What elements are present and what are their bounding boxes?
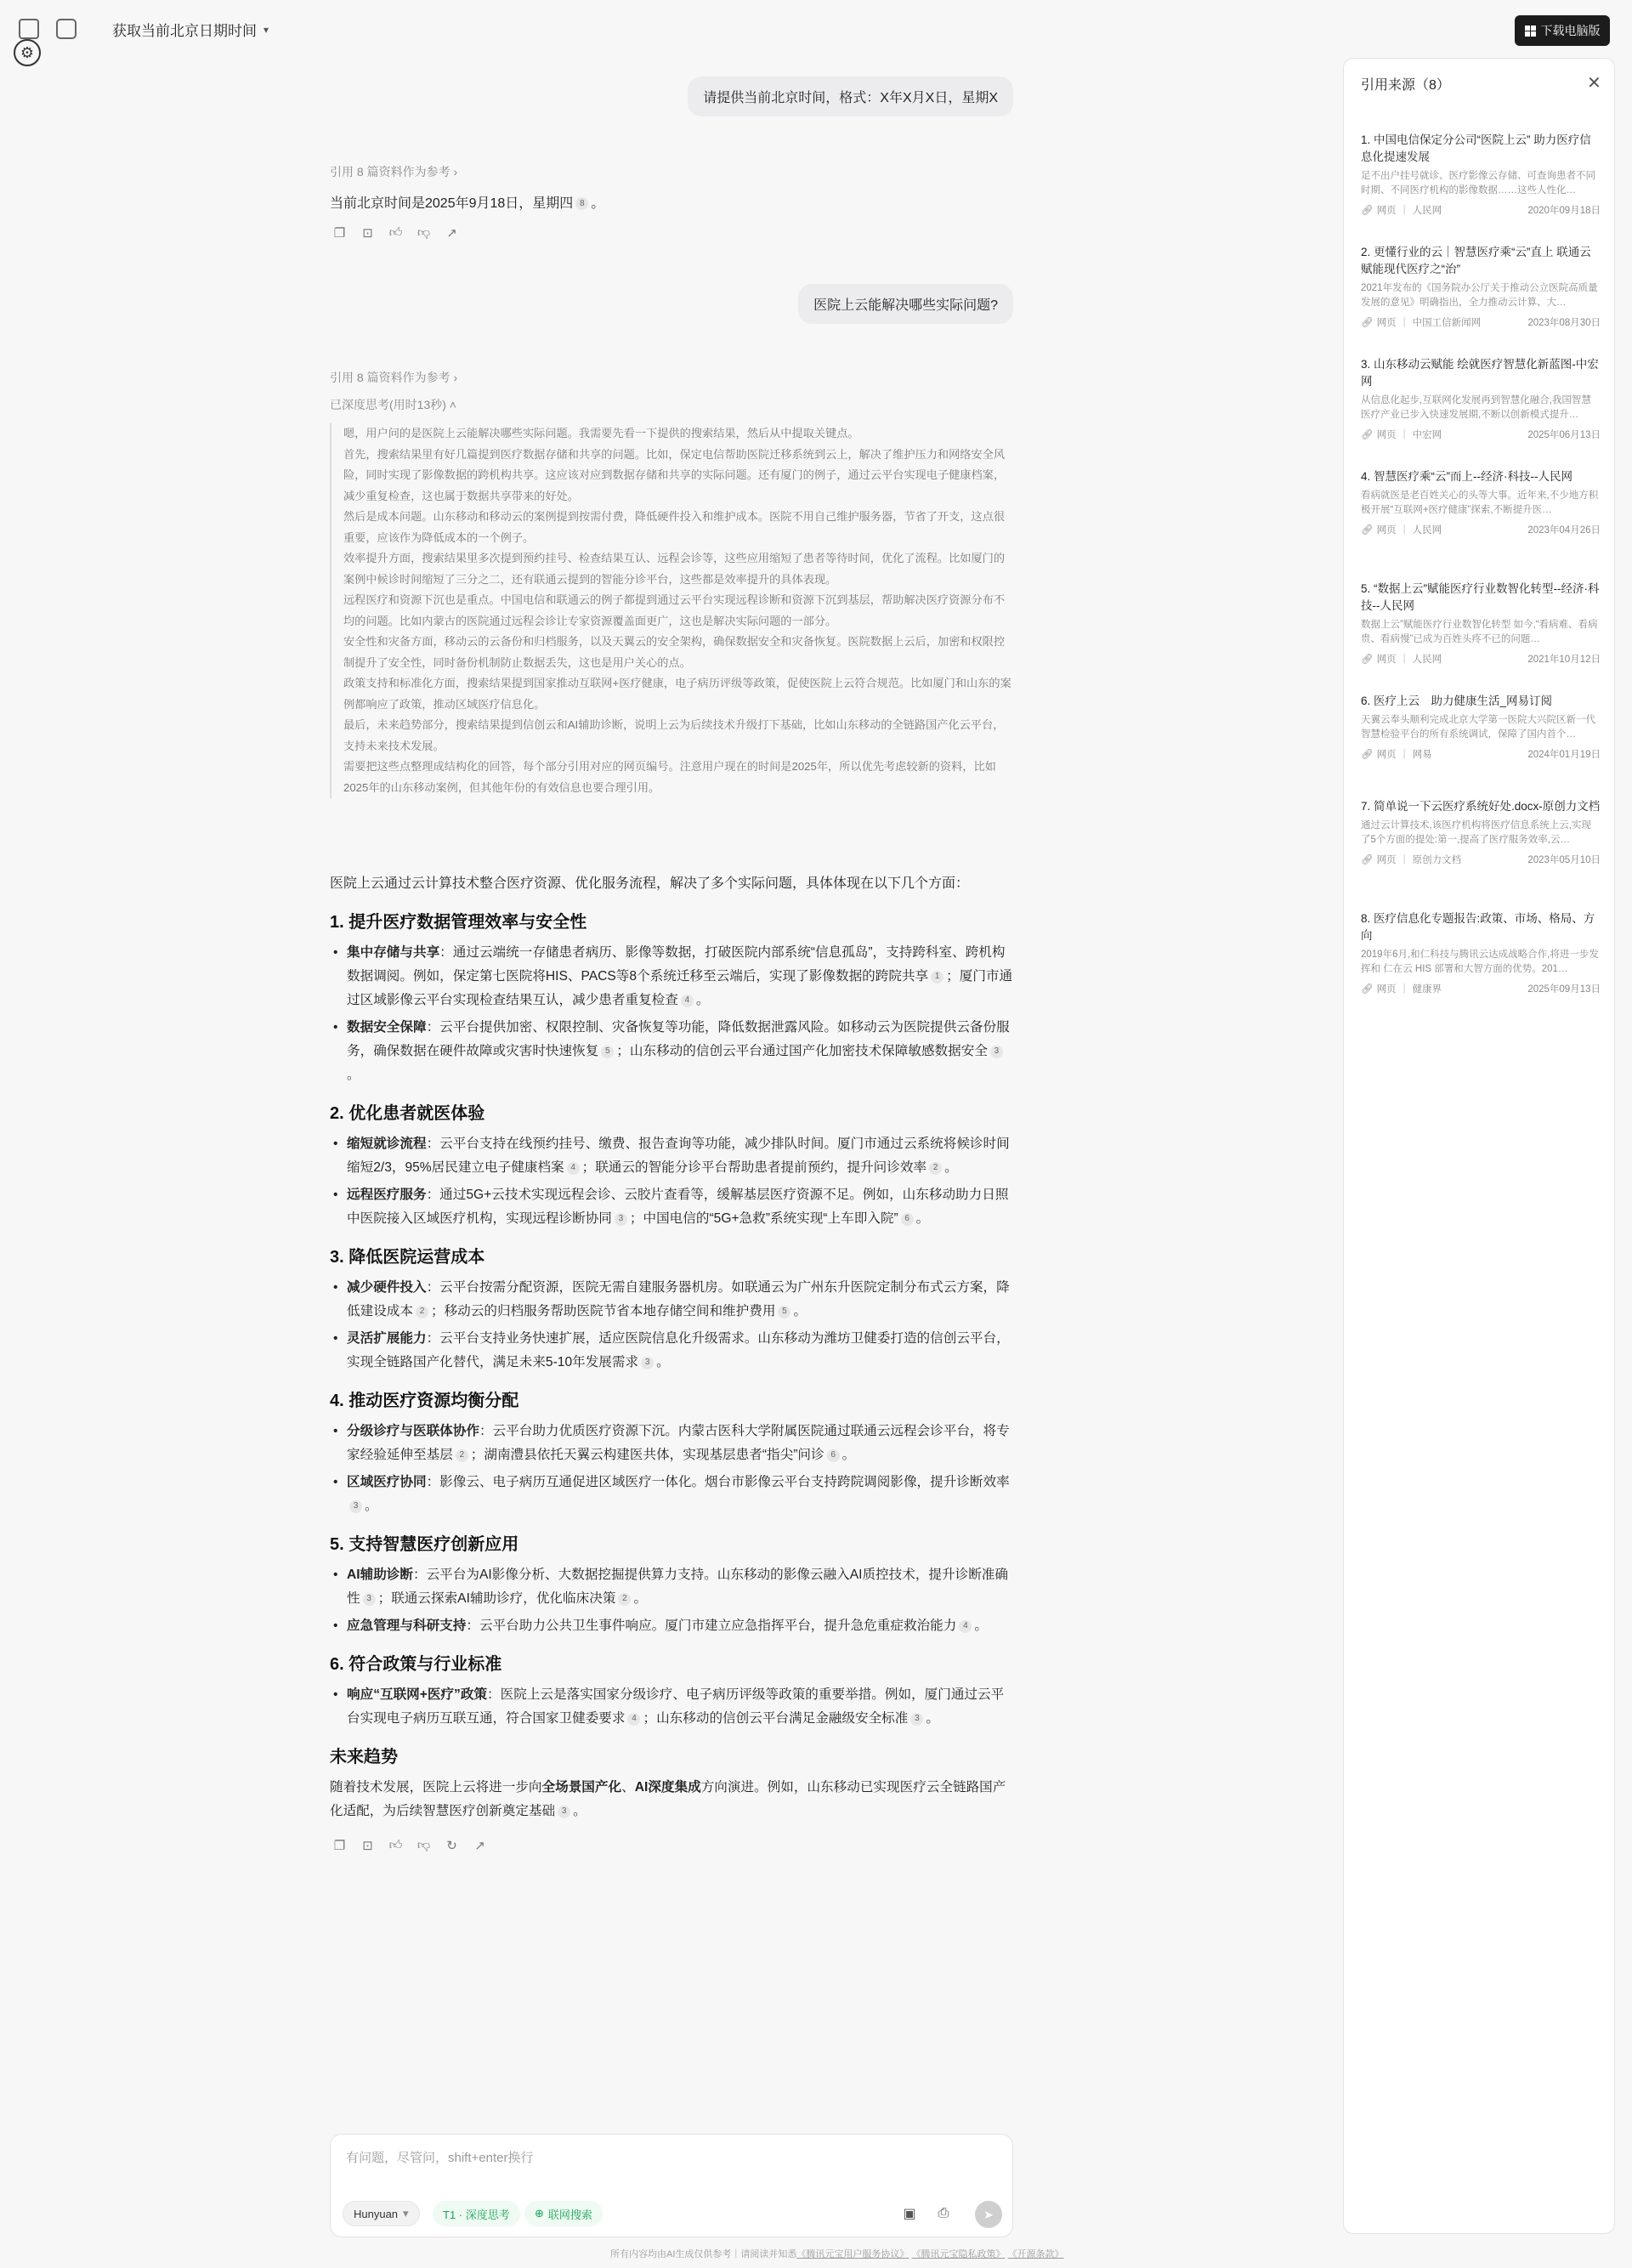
source-snippet: 看病就医是老百姓关心的头等大事。近年来,不少地方积极开展“互联网+医疗健康”探索,不断提升医… xyxy=(1361,490,1599,515)
share-icon[interactable]: ↗ xyxy=(446,225,457,241)
divider: | xyxy=(1402,854,1406,865)
download-desktop-label: 下载电脑版 xyxy=(1540,24,1601,37)
bullet-list xyxy=(330,1132,1013,1231)
citation-badge[interactable]: 3 xyxy=(990,1046,1003,1058)
source-type: 网页 xyxy=(1376,430,1397,440)
bullet-list xyxy=(330,1563,1013,1638)
references-toggle[interactable] xyxy=(330,163,457,180)
send-button[interactable]: ➤ xyxy=(975,2201,1002,2228)
citation-badge[interactable]: 5 xyxy=(778,1306,790,1318)
source-date: 2023年08月30日 xyxy=(1527,318,1601,328)
citation-badge[interactable]: 3 xyxy=(615,1213,627,1226)
source-snippet: 足不出户挂号就诊、医疗影像云存储、可查询患者不同时期、不同医疗机构的影像数据……这些人性化… xyxy=(1361,171,1595,196)
model-selector[interactable] xyxy=(343,2201,420,2226)
chevron-down-icon: ▾ xyxy=(264,23,269,36)
source-site: 网易 xyxy=(1412,750,1432,760)
source-type: 网页 xyxy=(1376,984,1397,995)
source-date: 2023年05月10日 xyxy=(1527,855,1601,865)
section-heading: 3. 降低医院运营成本 xyxy=(330,1248,485,1267)
thumbs-up-icon[interactable]: 👍︎ xyxy=(388,224,403,240)
image-upload-icon[interactable]: ▣ xyxy=(903,2207,916,2221)
gear-icon[interactable]: ⚙ xyxy=(14,39,41,66)
regenerate-icon[interactable]: ↻ xyxy=(446,1838,457,1853)
source-item[interactable] xyxy=(1361,693,1601,761)
references-label: 引用 8 篇资料作为参考 xyxy=(330,371,450,384)
sources-panel-title: 引用来源（8） xyxy=(1361,78,1450,93)
references-label: 引用 8 篇资料作为参考 xyxy=(330,165,450,179)
message-input[interactable]: 有问题，尽管问，shift+enter换行 xyxy=(346,2151,534,2165)
bookmark-icon[interactable]: ⊡ xyxy=(362,1838,373,1853)
source-item[interactable] xyxy=(1361,132,1601,217)
copy-icon[interactable]: ❐ xyxy=(333,225,346,241)
source-date: 2024年01月19日 xyxy=(1527,750,1601,760)
bullet-item: • 减少硬件投入：云平台按需分配资源，医院无需自建服务器机房。如联通云为广州东升医院定制分布式云方案，降低建设成本 2 ；移动云的归档服务帮助医院节省本地存储空间和维护费用 5 。 xyxy=(330,1276,1013,1324)
citation-badge[interactable]: 2 xyxy=(929,1162,942,1175)
source-meta xyxy=(1361,315,1601,329)
thinking-paragraph: 需要把这些点整理成结构化的回答，每个部分引用对应的网页编号。注意用户现在的时间是2025年，所以优先考虑较新的资料，比如2025年的山东移动案例，但其他年份的有效信息也要合理引用。 xyxy=(343,760,996,794)
divider: | xyxy=(1402,429,1406,439)
new-chat-icon[interactable] xyxy=(56,19,76,39)
bullet-list xyxy=(330,941,1013,1087)
bookmark-icon[interactable]: ⊡ xyxy=(362,225,373,241)
answer-section xyxy=(330,908,1013,1087)
section-heading: 5. 支持智慧医疗创新应用 xyxy=(330,1535,519,1554)
thinking-paragraph: 效率提升方面，搜索结果里多次提到预约挂号、检查结果互认、远程会诊等，这些应用缩短了患者等待时间，优化了流程。比如厦门的案例中候诊时间缩短了三分之二，还有联通云提到的智能分诊平台，这些都是效率提升的具体表现。 xyxy=(343,552,1006,586)
source-snippet: 2021年发布的《国务院办公厅关于推动公立医院高质量发展的意见》明确指出，全力推动云计算、大… xyxy=(1361,283,1598,308)
thinking-paragraph: 最后，未来趋势部分，搜索结果提到信创云和AI辅助诊断，说明上云为后续技术升级打下基础，比如山东移动的全链路国产化云平台，支持未来技术发展。 xyxy=(343,718,1005,752)
citation-badge[interactable]: 4 xyxy=(681,995,694,1007)
bullet-list xyxy=(330,1420,1013,1518)
thinking-paragraph: 远程医疗和资源下沉也是重点。中国电信和联通云的例子都提到通过云平台实现远程诊断和资源下沉到基层，帮助解决医疗资源分布不均的问题。比如内蒙古的医院通过远程会诊让专家资源覆盖面更广，这也是解决实际问题的一部分。 xyxy=(343,593,1006,627)
answer-section xyxy=(330,1386,1013,1518)
thinking-paragraph: 然后是成本问题。山东移动和移动云的案例提到按需付费，降低硬件投入和维护成本。医院不用自己维护服务器，节省了开支，这点很重要，应该作为降低成本的一个例子。 xyxy=(343,510,1006,544)
source-meta xyxy=(1361,652,1601,666)
web-search-label: 联网搜索 xyxy=(547,2208,592,2221)
source-item[interactable] xyxy=(1361,356,1601,441)
copy-icon[interactable]: ❐ xyxy=(333,1838,346,1853)
citation-badge[interactable]: 8 xyxy=(575,197,588,210)
source-item[interactable] xyxy=(1361,798,1601,866)
user-message xyxy=(688,77,1013,116)
citation-badge[interactable]: 5 xyxy=(601,1046,614,1058)
sources-panel xyxy=(1343,58,1615,2234)
globe-icon: ⊕ xyxy=(535,2207,544,2220)
citation-badge[interactable]: 3 xyxy=(641,1357,654,1369)
source-meta xyxy=(1361,523,1601,536)
source-title[interactable]: 4. 智慧医疗乘“云”而上--经济·科技--人民网 xyxy=(1361,470,1572,483)
citation-badge[interactable]: 1 xyxy=(931,971,944,984)
privacy-link[interactable]: 《腾讯元宝隐私政策》 xyxy=(911,2249,1006,2259)
thinking-paragraph: 嗯，用户问的是医院上云能解决哪些实际问题。我需要先看一下提供的搜索结果，然后从中提取关键点。 xyxy=(343,427,859,439)
answer-section xyxy=(330,1243,1013,1375)
close-icon[interactable]: ✕ xyxy=(1587,74,1601,93)
source-snippet: 天翼云奉头顺利完成北京大学第一医院大兴院区新一代智慧检验平台的所有系统调试，保障了国内首个… xyxy=(1361,715,1595,740)
chevron-up-icon: ˄ xyxy=(449,398,456,411)
thinking-content xyxy=(330,423,1013,798)
bullet-item: • 灵活扩展能力：云平台支持业务快速扩展，适应医院信息化升级需求。山东移动为潍坊卫健委打造的信创云平台，实现全链路国产化替代，满足未来5-10年发展需求 3 。 xyxy=(330,1327,1013,1375)
user-message xyxy=(798,284,1013,324)
chevron-right-icon: › xyxy=(453,165,458,179)
citation-badge[interactable]: 6 xyxy=(901,1213,914,1226)
answer-section xyxy=(330,1099,1013,1231)
user-message-text: 医院上云能解决哪些实际问题? xyxy=(813,298,998,313)
section-heading: 4. 推动医疗资源均衡分配 xyxy=(330,1392,519,1410)
citation-badge[interactable]: 2 xyxy=(456,1449,468,1462)
link-icon: 🔗︎ xyxy=(1361,206,1374,216)
link-icon: 🔗︎ xyxy=(1361,525,1374,536)
thumbs-down-icon[interactable]: 👎︎ xyxy=(416,224,431,240)
user-message-text: 请提供当前北京时间，格式：X年X月X日，星期X xyxy=(703,91,998,105)
section-heading: 1. 提升医疗数据管理效率与安全性 xyxy=(330,913,587,932)
source-date: 2020年09月18日 xyxy=(1527,206,1601,216)
answer-sections xyxy=(330,908,1013,1731)
model-selector-label: Hunyuan xyxy=(354,2207,399,2220)
source-site: 原创力文档 xyxy=(1412,855,1462,865)
thinking-paragraph: 首先，搜索结果里有好几篇提到医疗数据存储和共享的问题。比如，保定电信帮助医院迁移系统到云上，解决了维护压力和网络安全风险，同时实现了影像数据的跨机构共享。这应该对应到数据存储和共享的实际问题。还有厦门的例子，通过云平台实现电子健康档案，减少重复检查，这也属于数据共享带来的好处。 xyxy=(343,447,1006,502)
source-type: 网页 xyxy=(1376,525,1397,536)
chevron-down-icon: ▾ xyxy=(403,2207,409,2220)
source-type: 网页 xyxy=(1376,750,1397,760)
link-icon: 🔗︎ xyxy=(1361,855,1374,865)
source-site: 人民网 xyxy=(1412,525,1442,536)
source-meta xyxy=(1361,428,1601,441)
conversation-title[interactable] xyxy=(112,19,269,40)
top-bar xyxy=(0,0,1632,60)
assistant-answer xyxy=(330,872,1013,1853)
thinking-label: 已深度思考(用时13秒) xyxy=(330,398,446,411)
citation-badge[interactable]: 3 xyxy=(363,1593,376,1606)
source-date: 2021年10月12日 xyxy=(1527,655,1601,665)
thumbs-up-icon[interactable]: 👍︎ xyxy=(388,1837,403,1852)
web-search-toggle[interactable] xyxy=(524,2201,603,2226)
future-trend-section xyxy=(330,1743,1013,1823)
source-title[interactable]: 5. “数据上云”赋能医疗行业数智化转型--经济·科技--人民网 xyxy=(1361,582,1600,612)
deep-think-label: T1 · 深度思考 xyxy=(443,2208,510,2221)
bullet-item: • 应急管理与科研支持：云平台助力公共卫生事件响应。厦门市建立应急指挥平台，提升急危重症救治能力 4 。 xyxy=(330,1614,1013,1638)
source-site: 中国工信新闻网 xyxy=(1412,318,1482,328)
chevron-right-icon: › xyxy=(453,371,458,384)
answer-section xyxy=(330,1530,1013,1638)
file-upload-icon[interactable]: ⎙ xyxy=(938,2206,949,2220)
deep-think-toggle[interactable] xyxy=(433,2201,520,2226)
bullet-item: • 集中存储与共享：通过云端统一存储患者病历、影像等数据，打破医院内部系统“信息孤岛”，支持跨科室、跨机构数据调阅。例如，保定第七医院将HIS、PACS等8个系统迁移至云端后，实现了影像数据的跨院共享 1 ；厦门市通过区域影像云平台实现检查结果互认，减少患者重复检查 4 。 xyxy=(330,941,1013,1012)
citation-badge[interactable]: 4 xyxy=(959,1620,972,1633)
citation-badge[interactable]: 3 xyxy=(910,1713,923,1726)
source-date: 2025年09月13日 xyxy=(1527,984,1601,995)
source-title[interactable]: 7. 简单说一下云医疗系统好处.docx-原创力文档 xyxy=(1361,800,1601,813)
citation-badge[interactable]: 3 xyxy=(558,1806,570,1818)
thumbs-down-icon[interactable]: 👎︎ xyxy=(416,1837,431,1852)
source-site: 人民网 xyxy=(1412,655,1442,665)
thinking-paragraph: 政策支持和标准化方面，搜索结果提到国家推动互联网+医疗健康，电子病历评级等政策，促使医院上云符合规范。比如厦门和山东的案例都响应了政策，推动区域医疗信息化。 xyxy=(343,677,1012,711)
terms-link[interactable]: 《腾讯元宝用户服务协议》 xyxy=(796,2249,910,2259)
link-icon: 🔗︎ xyxy=(1361,750,1374,760)
source-meta xyxy=(1361,203,1601,217)
citation-badge[interactable]: 2 xyxy=(618,1593,631,1606)
link-icon: 🔗︎ xyxy=(1361,655,1374,665)
link-icon: 🔗︎ xyxy=(1361,984,1374,995)
thinking-paragraph: 安全性和灾备方面，移动云的云备份和归档服务，以及天翼云的安全架构，确保数据安全和灾备恢复。医院数据上云后，加密和权限控制提升了安全性，同时备份机制防止数据丢失，这也是用户关心的点。 xyxy=(343,635,1006,669)
source-meta xyxy=(1361,982,1601,995)
divider: | xyxy=(1402,205,1406,215)
share-icon[interactable]: ↗ xyxy=(474,1838,485,1853)
answer-intro: 医院上云通过云计算技术整合医疗资源、优化服务流程，解决了多个实际问题，具体体现在以下几个方面： xyxy=(330,876,970,891)
source-snippet: 从信息化起步,互联网化发展再到智慧化融合,我国智慧医疗产业已步入快速发展期,不断以创新模式提升… xyxy=(1361,395,1591,420)
source-snippet: 2019年6月,和仁科技与腾讯云达成战略合作,将进一步发挥和 仁在云 HIS 部署和大智方面的优势。201… xyxy=(1361,950,1599,974)
answer-section xyxy=(330,1650,1013,1731)
bullet-item: • 响应“互联网+医疗”政策：医院上云是落实国家分级诊疗、电子病历评级等政策的重要举措。例如，厦门通过云平台实现电子病历互联互通，符合国家卫健委要求 4 ；山东移动的信创云平台满足金融级安全标准 3 。 xyxy=(330,1683,1013,1731)
bullet-item: • 远程医疗服务：通过5G+云技术实现远程会诊、云胶片查看等，缓解基层医疗资源不足。例如，山东移动助力日照中医院接入区域医疗机构，实现远程诊断协同 3 ；中国电信的“5G+急救”系统实现“上车即入院” 6 。 xyxy=(330,1183,1013,1231)
assistant-answer-text: 当前北京时间是2025年9月18日，星期四 xyxy=(330,196,574,211)
divider: | xyxy=(1402,749,1406,759)
source-item[interactable] xyxy=(1361,468,1601,536)
message-composer[interactable] xyxy=(330,2134,1013,2237)
divider: | xyxy=(1402,317,1406,327)
references-toggle[interactable] xyxy=(330,369,457,386)
answer-actions xyxy=(332,1837,1015,1853)
bullet-item: • 区域医疗协同：影像云、电子病历互通促进区域医疗一体化。烟台市影像云平台支持跨院调阅影像，提升诊断效率3 。 xyxy=(330,1471,1013,1518)
sidebar-toggle-icon[interactable] xyxy=(19,19,39,39)
source-title[interactable]: 8. 医疗信息化专题报告:政策、市场、格局、方向 xyxy=(1361,912,1595,942)
disclaimer: 所有内容均由AI生成仅供参考｜请阅读并知悉《腾讯元宝用户服务协议》 《腾讯元宝隐私政策》 《开源条款》 xyxy=(610,2249,1064,2259)
source-snippet: 通过云计算技术,该医疗机构将医疗信息系统上云,实现了5个方面的提处:第一,提高了医疗服务效率,云… xyxy=(1361,820,1591,845)
source-date: 2023年04月26日 xyxy=(1527,525,1601,536)
source-item[interactable] xyxy=(1361,910,1601,995)
divider: | xyxy=(1402,984,1406,994)
windows-icon xyxy=(1525,26,1536,37)
bullet-item: • 数据安全保障：云平台提供加密、权限控制、灾备恢复等功能，降低数据泄露风险。如移动云为医院提供云备份服务，确保数据在硬件故障或灾害时快速恢复 5 ；山东移动的信创云平台通过国产化加密技术保障敏感数据安全 3。 xyxy=(330,1016,1013,1087)
source-title[interactable]: 3. 山东移动云赋能 绘就医疗智慧化新蓝图-中宏网 xyxy=(1361,358,1599,388)
future-trend-text: 随着技术发展，医院上云将进一步向全场景国产化、AI深度集成方向演进。例如，山东移动已实现医疗云全链路国产化适配，为后续智慧医疗创新奠定基础 3 。 xyxy=(330,1780,1006,1818)
source-item[interactable] xyxy=(1361,581,1601,666)
source-meta xyxy=(1361,853,1601,866)
citation-badge[interactable]: 2 xyxy=(416,1306,428,1318)
bullet-item: • AI辅助诊断：云平台为AI影像分析、大数据挖掘提供算力支持。山东移动的影像云融入AI质控技术，提升诊断准确性 3 ；联通云探索AI辅助诊疗，优化临床决策 2 。 xyxy=(330,1563,1013,1611)
assistant-answer: 当前北京时间是2025年9月18日，星期四 8 。 xyxy=(330,196,605,211)
source-title[interactable]: 2. 更懂行业的云｜智慧医疗乘“云”直上 联通云赋能现代医疗之“治” xyxy=(1361,246,1591,275)
source-site: 中宏网 xyxy=(1412,430,1442,440)
bullet-list xyxy=(330,1683,1013,1731)
source-site: 健康界 xyxy=(1412,984,1442,995)
thinking-toggle[interactable] xyxy=(330,396,456,413)
source-title[interactable]: 6. 医疗上云 助力健康生活_网易订阅 xyxy=(1361,695,1553,707)
citation-badge[interactable]: 4 xyxy=(567,1162,580,1175)
citation-badge[interactable]: 4 xyxy=(627,1713,640,1726)
divider: | xyxy=(1402,524,1406,535)
source-snippet: 数据上云”赋能医疗行业数智化转型 如今,“看病难、看病贵、看病慢”已成为百姓头疼不已的问题… xyxy=(1361,620,1598,644)
section-heading: 6. 符合政策与行业标准 xyxy=(330,1655,502,1674)
source-type: 网页 xyxy=(1376,855,1397,865)
source-site: 人民网 xyxy=(1412,206,1442,216)
open-source-link[interactable]: 《开源条款》 xyxy=(1007,2249,1064,2259)
bullet-list xyxy=(330,1276,1013,1375)
source-type: 网页 xyxy=(1376,655,1397,665)
source-item[interactable] xyxy=(1361,244,1601,329)
conversation-title-text: 获取当前北京日期时间 xyxy=(112,23,257,39)
source-title[interactable]: 1. 中国电信保定分公司“医院上云” 助力医疗信息化提速发展 xyxy=(1361,133,1591,163)
source-meta xyxy=(1361,747,1601,761)
answer-actions xyxy=(332,224,460,241)
link-icon: 🔗︎ xyxy=(1361,318,1374,328)
citation-badge[interactable]: 6 xyxy=(827,1449,840,1462)
section-heading: 未来趋势 xyxy=(330,1748,398,1766)
source-date: 2025年06月13日 xyxy=(1527,430,1601,440)
download-desktop-button[interactable] xyxy=(1515,15,1610,46)
source-type: 网页 xyxy=(1376,206,1397,216)
divider: | xyxy=(1402,654,1406,664)
bullet-item: • 分级诊疗与医联体协作：云平台助力优质医疗资源下沉。内蒙古医科大学附属医院通过联通云远程会诊平台，将专家经验延伸至基层 2 ；湖南澧县依托天翼云构建医共体，实现基层患者“指尖”问诊 6 。 xyxy=(330,1420,1013,1467)
source-type: 网页 xyxy=(1376,318,1397,328)
citation-badge[interactable]: 3 xyxy=(349,1500,362,1513)
bullet-item: • 缩短就诊流程：云平台支持在线预约挂号、缴费、报告查询等功能，减少排队时间。厦门市通过云系统将候诊时间缩短2/3，95%居民建立电子健康档案 4 ；联通云的智能分诊平台帮助患者提前预约，提升问诊效率 2 。 xyxy=(330,1132,1013,1180)
section-heading: 2. 优化患者就医体验 xyxy=(330,1104,485,1123)
link-icon: 🔗︎ xyxy=(1361,430,1374,440)
